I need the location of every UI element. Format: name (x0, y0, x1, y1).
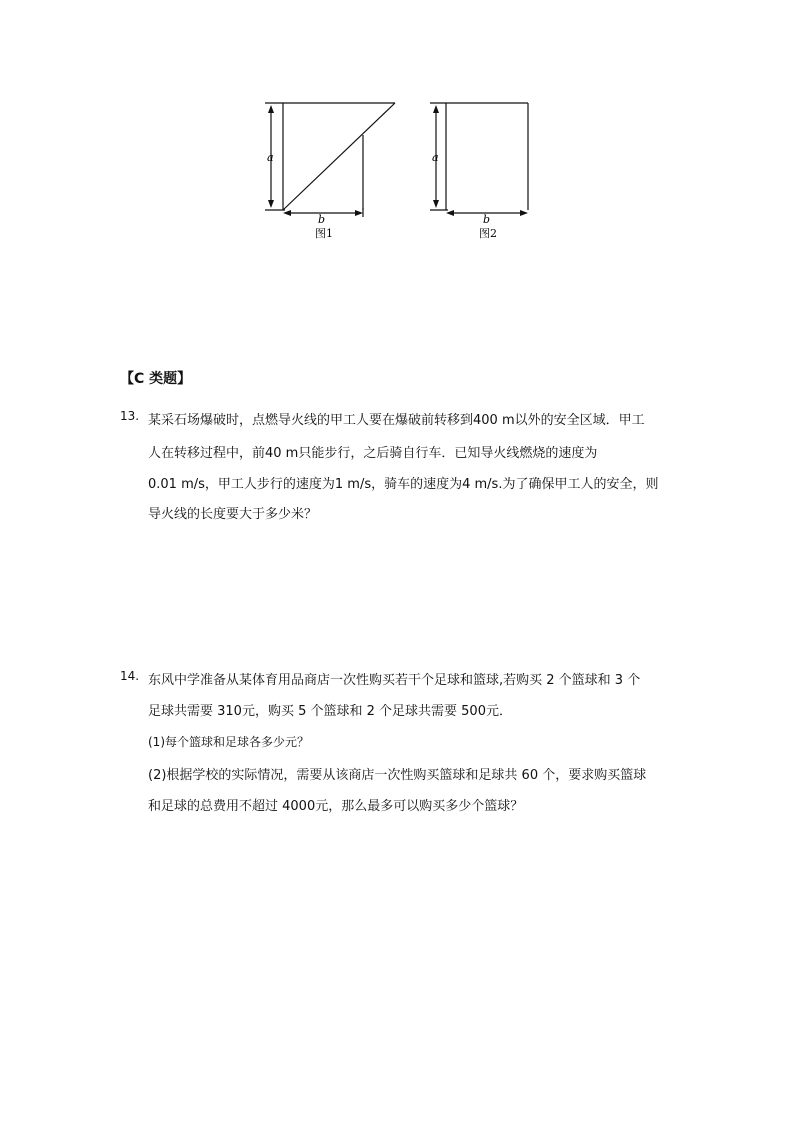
problem-14 (120, 669, 680, 819)
fig1-label-a: a (267, 151, 274, 164)
fig2-b-arrowhead-left (446, 210, 454, 216)
fig1-caption: 图1 (315, 227, 333, 240)
fig1-label-b: b (318, 213, 326, 226)
problem-13-line-3: 0.01 m/s，甲工人步行的速度为1 m/s，骑车的速度为4 m/s.为了确保甲工人的安全，则 (148, 477, 659, 492)
problem-14-number: 14. (120, 669, 140, 683)
fig2-a-arrowhead-bottom (433, 200, 439, 208)
problem-13 (120, 409, 680, 529)
problem-13-line-2: 人在转移过程中，前40 m只能步行，之后骑自行车．已知导火线燃烧的速度为 (148, 446, 598, 461)
geometry-figures (255, 95, 555, 245)
problem-14-line-2: 足球共需要 310元，购买 5 个篮球和 2 个足球共需要 500元． (148, 704, 512, 719)
fig1-diagonal (283, 103, 395, 210)
fig2-a-arrowhead-top (433, 105, 439, 113)
fig2-b-arrowhead-right (520, 210, 528, 216)
fig2-label-b: b (483, 213, 491, 226)
problem-13-line-1: 某采石场爆破时，点燃导火线的甲工人要在爆破前转移到400 m以外的安全区域．甲工 (148, 413, 645, 428)
fig1-a-arrowhead-top (268, 105, 274, 113)
problem-14-question-2-line-1: (2)根据学校的实际情况，需要从该商店一次性购买篮球和足球共 60 个，要求购买篮球 (148, 768, 647, 783)
fig1-b-arrowhead-right (355, 210, 363, 216)
problem-13-number: 13. (120, 409, 140, 423)
fig1-b-arrowhead-left (283, 210, 291, 216)
section-title: 【C 类题】 (120, 371, 192, 387)
problem-14-question-1: (1)每个篮球和足球各多少元？ (148, 735, 309, 749)
problem-14-question-2-line-2: 和足球的总费用不超过 4000元，那么最多可以购买多少个篮球？ (148, 799, 524, 814)
figure-2 (430, 103, 528, 216)
problem-14-line-1: 东风中学准备从某体育用品商店一次性购买若干个足球和篮球,若购买 2 个篮球和 3 个 (148, 673, 641, 688)
fig1-a-arrowhead-bottom (268, 200, 274, 208)
fig2-caption: 图2 (479, 227, 497, 240)
figure-1 (265, 103, 395, 217)
problem-13-line-4: 导火线的长度要大于多少米？ (148, 507, 318, 522)
fig2-label-a: a (432, 151, 439, 164)
figure-svg (255, 95, 555, 245)
